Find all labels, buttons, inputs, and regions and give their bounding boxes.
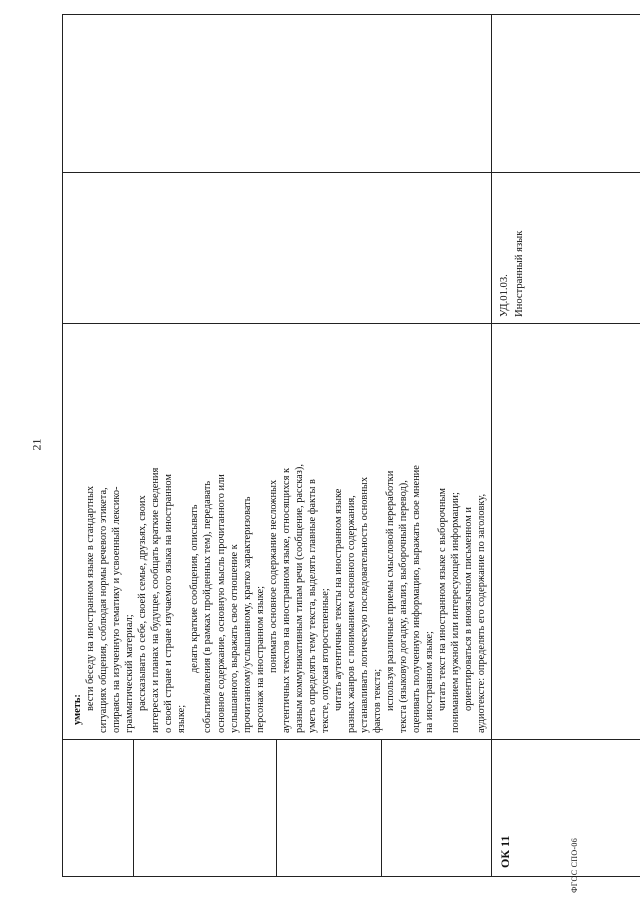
skill-line: услышанного, выражать свое отношение к <box>228 544 240 733</box>
table-cell <box>63 173 492 324</box>
skills-list <box>63 324 491 739</box>
table-cell <box>382 740 491 877</box>
skill-line: опираясь на изученную тематику и усвоенный лексико- <box>111 486 123 733</box>
skill-line: читать аутентичные тексты на иностранном языке <box>332 488 344 711</box>
competency-cell <box>491 740 640 877</box>
subject-name: Иностранный язык <box>513 230 525 317</box>
skill-line: аудиотексте: определять его содержание по заголовку, <box>476 493 488 733</box>
table-cell <box>63 15 492 173</box>
subject-info <box>492 173 527 323</box>
skill-line: текста (языковую догадку, анализ, выборочный перевод), <box>398 480 410 733</box>
skill-line: на иностранном языке; <box>424 631 436 733</box>
skill-line: разных жанров с пониманием основного содержания, <box>345 495 357 733</box>
skill-line: устанавливать логическую последовательность основных <box>359 476 371 733</box>
skill-line: персонаж на иностранном языке; <box>254 585 266 733</box>
skill-line: ориентироваться в иноязычном письменном и <box>463 507 475 711</box>
skill-line: события/явления (в рамках пройденных тем), передавать <box>202 480 214 733</box>
footer-text: ФГОС СПО-06 <box>570 838 579 893</box>
skills-heading: уметь: <box>72 694 83 725</box>
skill-line: фактов текста; <box>372 668 384 733</box>
skill-line: о своей стране и стране изучаемого языка на иностранном <box>163 474 175 733</box>
subject-cell <box>491 173 640 324</box>
curriculum-table-rotated <box>62 17 600 877</box>
skill-line: ситуациях общения, соблюдая нормы речевого этикета, <box>98 487 110 733</box>
skill-line: оценивать полученную информацию, выражать свое мнение <box>411 465 423 733</box>
skill-line: пониманием нужной или интересующей информации; <box>450 492 462 733</box>
table-cell <box>491 15 640 173</box>
skill-line: уметь определять тему текста, выделять главные факты в <box>306 479 318 733</box>
table-cell <box>277 740 382 877</box>
skill-line: делать краткие сообщения, описывать <box>189 504 201 673</box>
skill-line: основное содержание, основную мысль прочитанного или <box>215 474 227 733</box>
skill-line: понимать основное содержание несложных <box>267 479 279 673</box>
skill-line: читать текст на иностранном языке с выборочным <box>437 488 449 711</box>
subject-code: УД.01.03. <box>498 274 510 317</box>
table-cell <box>63 740 134 877</box>
skill-line: интересах и планах на будущее, сообщать краткие сведения <box>150 467 162 733</box>
skill-line: прочитанному/услышанному, кратко характеризовать <box>241 496 253 733</box>
skill-line: аутентичных текстов на иностранном языке, относящихся к <box>280 468 292 733</box>
table-cell <box>491 324 640 740</box>
competency-code: ОК 11 <box>497 835 512 868</box>
skill-line: используя различные приемы смысловой переработки <box>385 470 397 711</box>
skill-line: тексте, опуская второстепенные; <box>319 588 331 733</box>
skill-line: рассказывать о себе, своей семье, друзьях, своих <box>137 495 149 711</box>
curriculum-table <box>62 14 640 877</box>
skill-line: разным коммуникативным типам речи (сообщение, рассказ), <box>293 464 305 733</box>
page-number: 21 <box>29 438 44 451</box>
skill-line: языке; <box>176 704 188 733</box>
skills-cell <box>63 324 492 740</box>
table-cell <box>134 740 277 877</box>
skill-line: грамматический материал; <box>124 614 136 733</box>
skill-line: вести беседу на иностранном языке в стандартных <box>85 485 97 711</box>
